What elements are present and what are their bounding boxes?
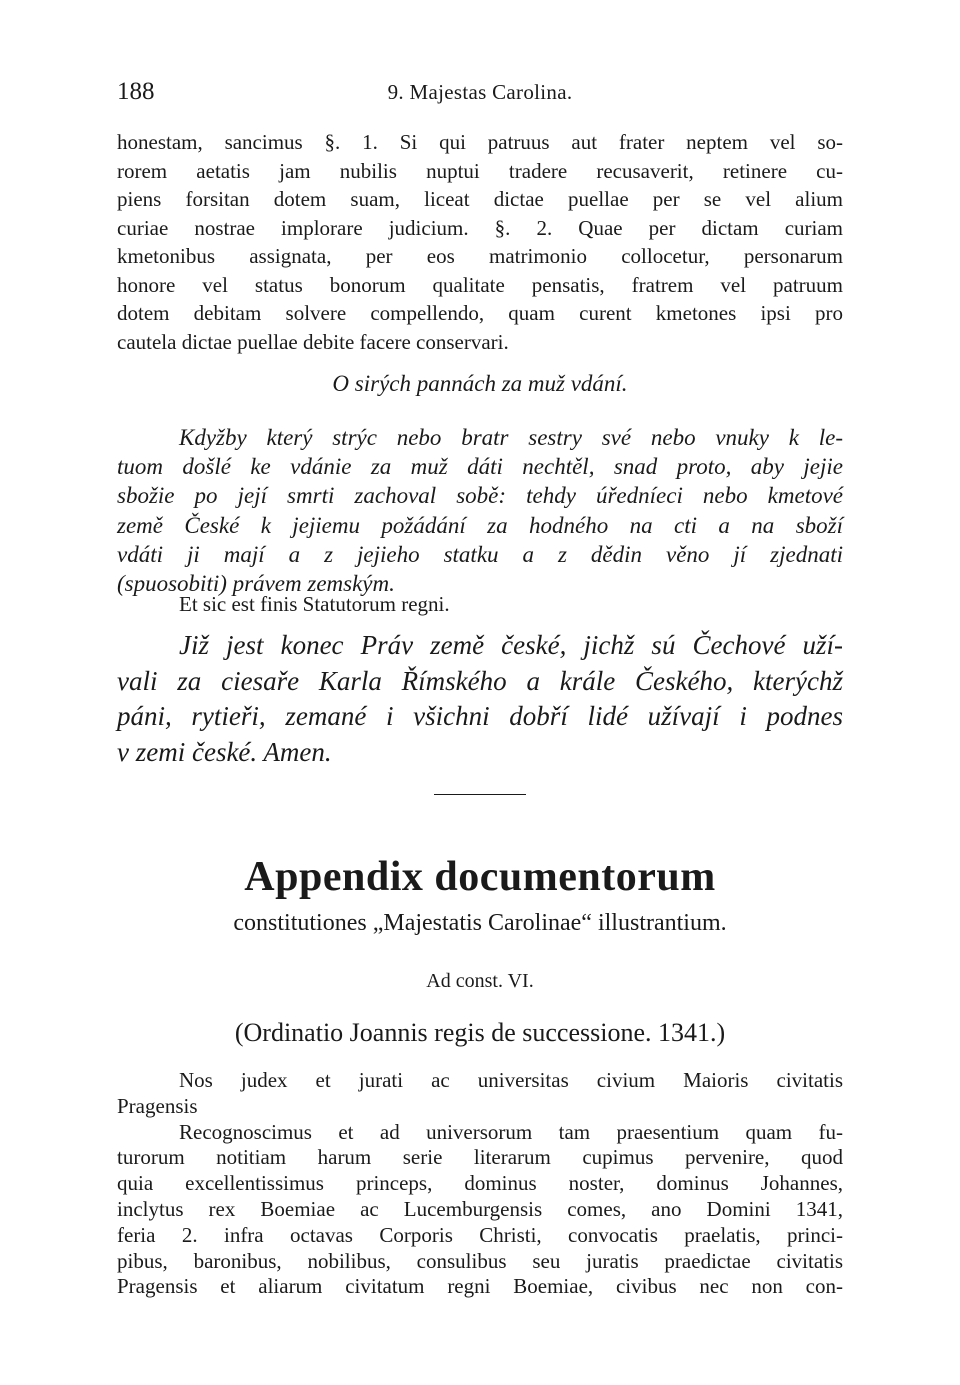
text-line: země České k jejiemu požádání za hodného na cti a na sboží <box>117 512 843 538</box>
text-line: tuom došlé ke vdánie za muž dáti nechtěl, snad proto, aby jejie <box>117 454 843 480</box>
text-line: Pragensis <box>117 1093 198 1118</box>
latin-statute-text <box>117 128 843 356</box>
text-line: honore vel status bonorum qualitate pensatis, fratrem vel patruum <box>117 272 843 297</box>
text-line: piens forsitan dotem suam, liceat dictae puellae per se vel alium <box>117 187 843 211</box>
text-line: turorum notitiam harum serie literarum cupimus pervenire, quod <box>117 1145 843 1170</box>
appendix-subtitle: constitutiones „Majestatis Carolinae“ illustrantium. <box>233 910 727 936</box>
paragraph <box>117 1068 843 1120</box>
text-line: Kdyžby který strýc nebo bratr sestry své nebo vnuky k le- <box>179 425 843 450</box>
text-line: sbožie po její smrti zachoval sobě: tehdy úředníeci nebo kmetové <box>117 483 843 509</box>
text-line: vdáti ji mají a z jejieho statku a z dědin věno jí zjednati <box>117 541 843 567</box>
running-title: 9. Majestas Carolina. <box>387 80 573 104</box>
text-line: dotem debitam solvere compellendo, quam curent kmetones ipsi pro <box>117 301 843 325</box>
appendix-title: Appendix documentorum <box>244 854 716 900</box>
ad-const-heading: Ad const. VI. <box>426 970 534 992</box>
closing-czech-text <box>117 628 843 770</box>
page-header <box>117 74 843 110</box>
text-line: páni, rytieři, zemané i všichni dobří lidé užívají i podnes <box>117 701 843 731</box>
czech-statute-text <box>117 423 843 598</box>
section-divider <box>434 794 526 795</box>
finis-line: Et sic est finis Statutorum regni. <box>179 592 450 616</box>
text-line: honestam, sancimus §. 1. Si qui patruus aut frater neptem vel so- <box>117 130 843 154</box>
text-line: cautela dictae puellae debite facere conservari. <box>117 329 509 354</box>
ordinatio-heading: (Ordinatio Joannis regis de successione. 1341.) <box>234 1018 726 1047</box>
czech-section-heading: O sirých pannách za muž vdání. <box>332 371 628 396</box>
document-body <box>117 1068 843 1300</box>
text-line: pibus, baronibus, nobilibus, consulibus seu juratis praedictae civitatis <box>117 1248 843 1273</box>
text-line: Nos judex et jurati ac universitas civium Maioris civitatis <box>179 1068 843 1092</box>
text-line: vali za ciesaře Karla Římského a krále Českého, kterýchž <box>117 665 843 696</box>
page-number: 188 <box>117 78 155 105</box>
text-line: inclytus rex Boemiae ac Lucemburgensis comes, ano Domini 1341, <box>117 1196 843 1221</box>
paragraph <box>117 1120 843 1301</box>
text-line: (spuosobiti) právem zemským. <box>117 571 395 597</box>
text-line: curiae nostrae implorare judicium. §. 2. Quae per dictam curiam <box>117 215 843 240</box>
text-line: quia excellentissimus princeps, dominus noster, dominus Johannes, <box>117 1171 843 1196</box>
text-line: Již jest konec Práv země české, jichž sú Čechové uží- <box>179 630 843 660</box>
text-line: feria 2. infra octavas Corporis Christi, convocatis praelatis, princi- <box>117 1222 843 1247</box>
text-line: rorem aetatis jam nubilis nuptui tradere recusaverit, retinere cu- <box>117 158 843 183</box>
text-line: Recognoscimus et ad universorum tam praesentium quam fu- <box>179 1119 843 1144</box>
text-line: v zemi české. Amen. <box>117 736 332 767</box>
text-line: Pragensis et aliarum civitatum regni Boemiae, civibus nec non con- <box>117 1274 843 1299</box>
text-line: kmetonibus assignata, per eos matrimonio collocetur, personarum <box>117 244 843 268</box>
